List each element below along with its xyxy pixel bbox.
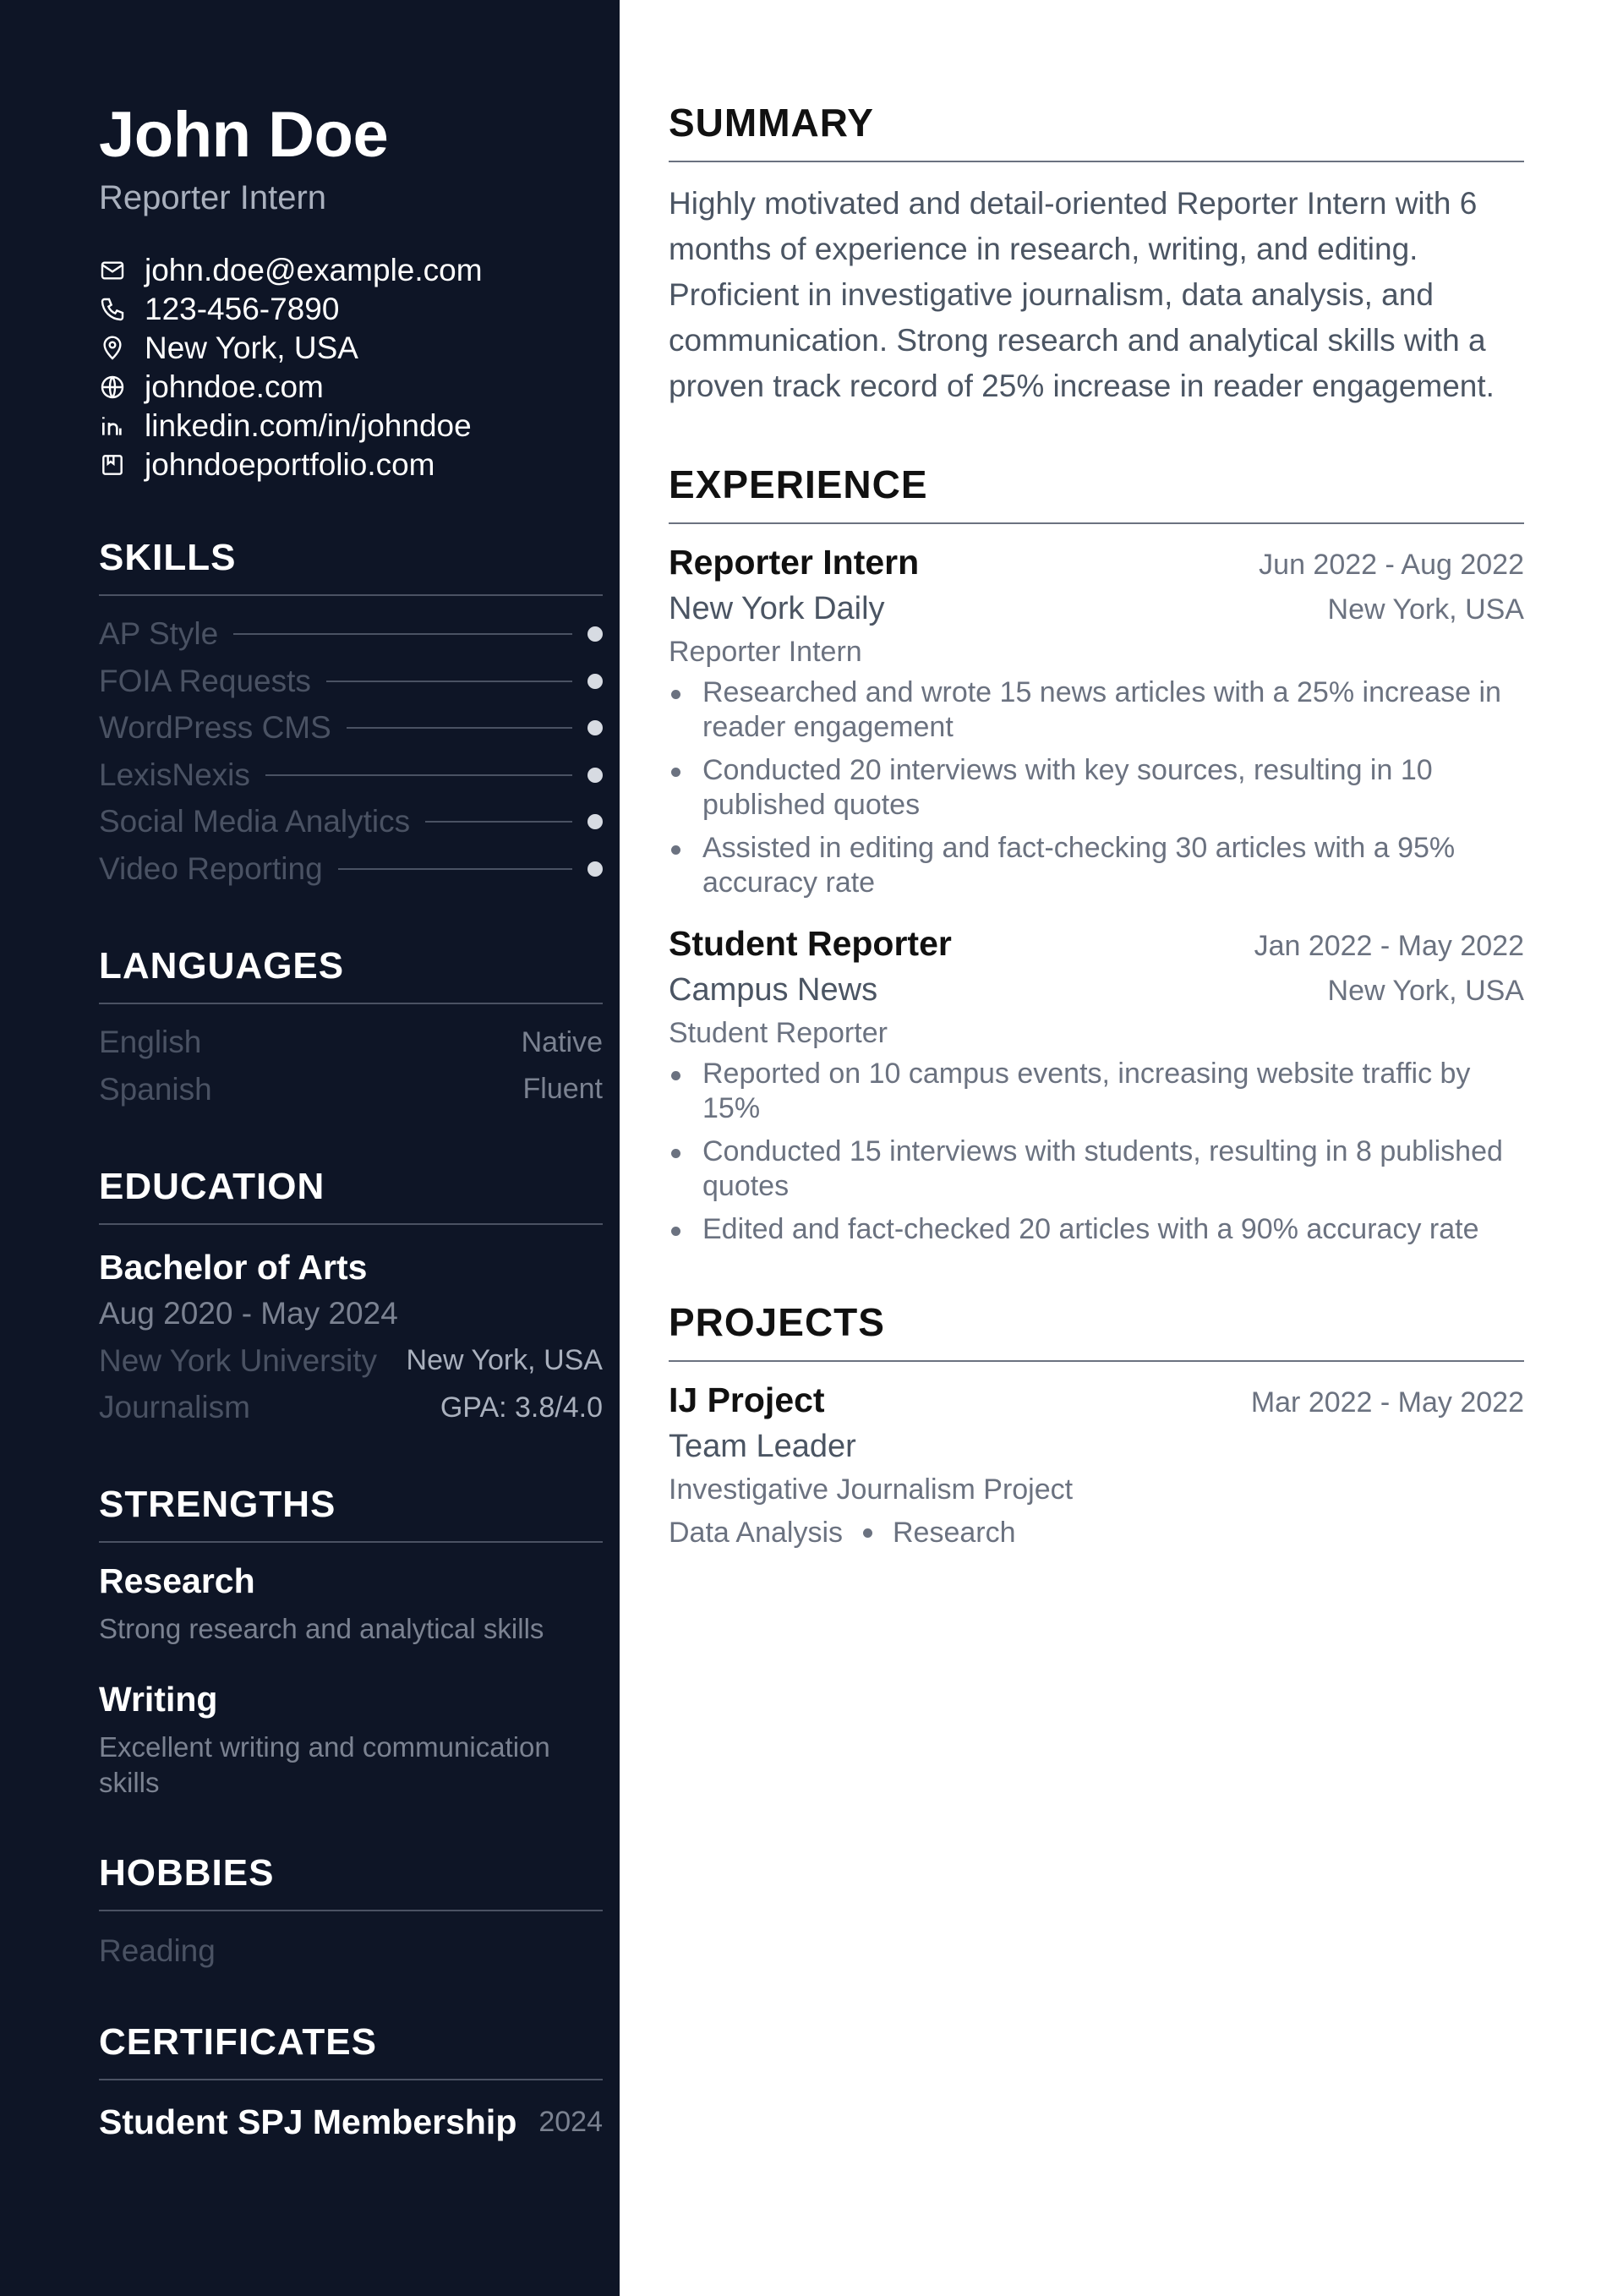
language-item [99,1066,603,1113]
skill-item [99,752,603,799]
job-company: New York Daily [669,591,885,626]
project-header [669,1380,1524,1420]
skill-item [99,705,603,752]
skill-name: LexisNexis [99,757,250,792]
skill-dot [587,768,603,783]
education-gpa: GPA: 3.8/4.0 [440,1391,603,1424]
project-dates: Mar 2022 - May 2022 [1250,1386,1524,1419]
contact-portfolio-text: johndoeportfolio.com [145,446,435,482]
linkedin-icon [99,413,126,440]
tag-separator [863,1528,872,1538]
skill-item [99,799,603,846]
contact-website-text: johndoe.com [145,369,324,404]
skill-dot [587,626,603,642]
language-name: Spanish [99,1071,212,1107]
strengths-title: STRENGTHS [99,1484,603,1543]
contact-linkedin[interactable] [99,407,603,446]
hobbies-title: HOBBIES [99,1852,603,1911]
job-dates: Jun 2022 - Aug 2022 [1259,549,1524,581]
certificates-title: CERTIFICATES [99,2021,603,2080]
contact-location [99,329,603,368]
portfolio-icon [99,451,126,478]
candidate-name: John Doe [99,99,389,171]
education-dates: Aug 2020 - May 2024 [99,1296,398,1331]
job-bullets [669,1057,1524,1247]
education-degree: Bachelor of Arts [99,1247,368,1287]
job-subheader [669,972,1524,1009]
skill-item [99,845,603,893]
job-item [669,924,1524,1247]
job-location: New York, USA [1327,593,1524,626]
education-school: New York University [99,1342,378,1378]
strength-item [99,1680,603,1800]
job-company: Campus News [669,972,878,1008]
project-role: Team Leader [669,1429,856,1464]
strength-desc: Strong research and analytical skills [99,1613,544,1645]
job-bullet: Conducted 15 interviews with students, resulting in 8 published quotes [669,1134,1524,1204]
projects-title: PROJECTS [669,1299,1524,1362]
languages-title: LANGUAGES [99,945,603,1004]
project-name: IJ Project [669,1380,825,1419]
location-icon [99,335,126,362]
job-title: Reporter Intern [669,543,920,582]
skill-divider [233,633,572,635]
job-bullet: Reported on 10 campus events, increasing website traffic by 15% [669,1057,1524,1126]
skill-name: AP Style [99,616,219,652]
project-desc: Investigative Journalism Project [669,1473,1074,1506]
certificate-item [99,2102,603,2142]
summary-section [669,100,1524,409]
skill-name: Social Media Analytics [99,804,411,839]
language-level: Fluent [522,1073,603,1106]
education-location: New York, USA [406,1344,603,1377]
job-role: Student Reporter [669,1017,888,1049]
project-item [669,1380,1524,1550]
job-title: Student Reporter [669,924,952,963]
project-tags [669,1517,1524,1550]
job-bullet: Researched and wrote 15 news articles with a 25% increase in reader engagement [669,675,1524,745]
contact-linkedin-text: linkedin.com/in/johndoe [145,407,472,443]
strength-name: Research [99,1561,255,1601]
contact-email-text: john.doe@example.com [145,252,483,287]
experience-section [669,462,1524,1247]
strength-name: Writing [99,1680,218,1719]
job-bullet: Edited and fact-checked 20 articles with a 90% accuracy rate [669,1212,1524,1247]
sidebar [0,0,620,2296]
education-school-row [99,1337,603,1385]
projects-section [669,1299,1524,1550]
skills-list [99,611,603,893]
skill-divider [338,868,572,870]
education-field: Journalism [99,1390,250,1425]
skill-name: Video Reporting [99,850,323,886]
contact-website[interactable] [99,368,603,407]
skill-divider [425,821,572,823]
strengths-section [99,1484,603,1800]
job-dates: Jan 2022 - May 2022 [1254,930,1524,962]
skill-dot [587,814,603,829]
certificate-name: Student SPJ Membership [99,2102,517,2141]
contact-phone-text: 123-456-7890 [145,291,340,326]
education-section [99,1166,603,1432]
skill-divider [347,727,572,729]
certificates-section [99,2021,603,2142]
education-field-row [99,1385,603,1432]
contact-list [99,251,603,484]
job-header [669,543,1524,582]
job-subheader [669,591,1524,627]
hobbies-section [99,1852,603,1969]
skill-dot [587,861,603,877]
job-item [669,543,1524,900]
languages-list [99,1020,603,1113]
skill-item [99,658,603,705]
main-inner [669,100,1524,1550]
contact-location-text: New York, USA [145,330,358,365]
phone-icon [99,296,126,323]
project-tag: Research [893,1517,1016,1549]
skill-dot [587,674,603,689]
education-dates-row [99,1291,603,1338]
main-content [620,0,1623,2296]
contact-phone[interactable] [99,290,603,329]
job-bullets [669,675,1524,900]
skills-title: SKILLS [99,537,603,596]
candidate-role: Reporter Intern [99,178,327,216]
language-item [99,1020,603,1067]
strength-item [99,1561,603,1646]
globe-icon [99,374,126,401]
project-tag: Data Analysis [669,1517,843,1549]
summary-text: Highly motivated and detail-oriented Reporter Intern with 6 months of experience in research, writing, and editing. Proficient in investigative journalism, data analysis, and communication. Strong research and analytical skills with a proven track record of 25% increase in reader engagement. [669,186,1495,403]
education-title: EDUCATION [99,1166,603,1225]
language-name: English [99,1025,202,1060]
contact-portfolio[interactable] [99,446,603,484]
skill-name: FOIA Requests [99,663,311,698]
contact-email[interactable] [99,251,603,290]
skills-section [99,537,603,893]
skill-item [99,611,603,659]
skill-name: WordPress CMS [99,710,331,746]
language-level: Native [521,1025,603,1058]
project-subheader [669,1429,1524,1465]
job-bullet: Assisted in editing and fact-checking 30 articles with a 95% accuracy rate [669,831,1524,900]
mail-icon [99,257,126,284]
job-header [669,924,1524,964]
summary-title: SUMMARY [669,100,1524,162]
skill-divider [326,681,572,682]
languages-section [99,945,603,1113]
job-bullet: Conducted 20 interviews with key sources, resulting in 10 published quotes [669,753,1524,823]
strength-desc: Excellent writing and communication skills [99,1731,550,1798]
job-location: New York, USA [1327,975,1524,1007]
experience-title: EXPERIENCE [669,462,1524,524]
job-role: Reporter Intern [669,636,862,668]
hobby-item: Reading [99,1932,216,1968]
skill-divider [265,774,572,776]
certificate-year: 2024 [538,2105,603,2138]
skill-dot [587,720,603,735]
